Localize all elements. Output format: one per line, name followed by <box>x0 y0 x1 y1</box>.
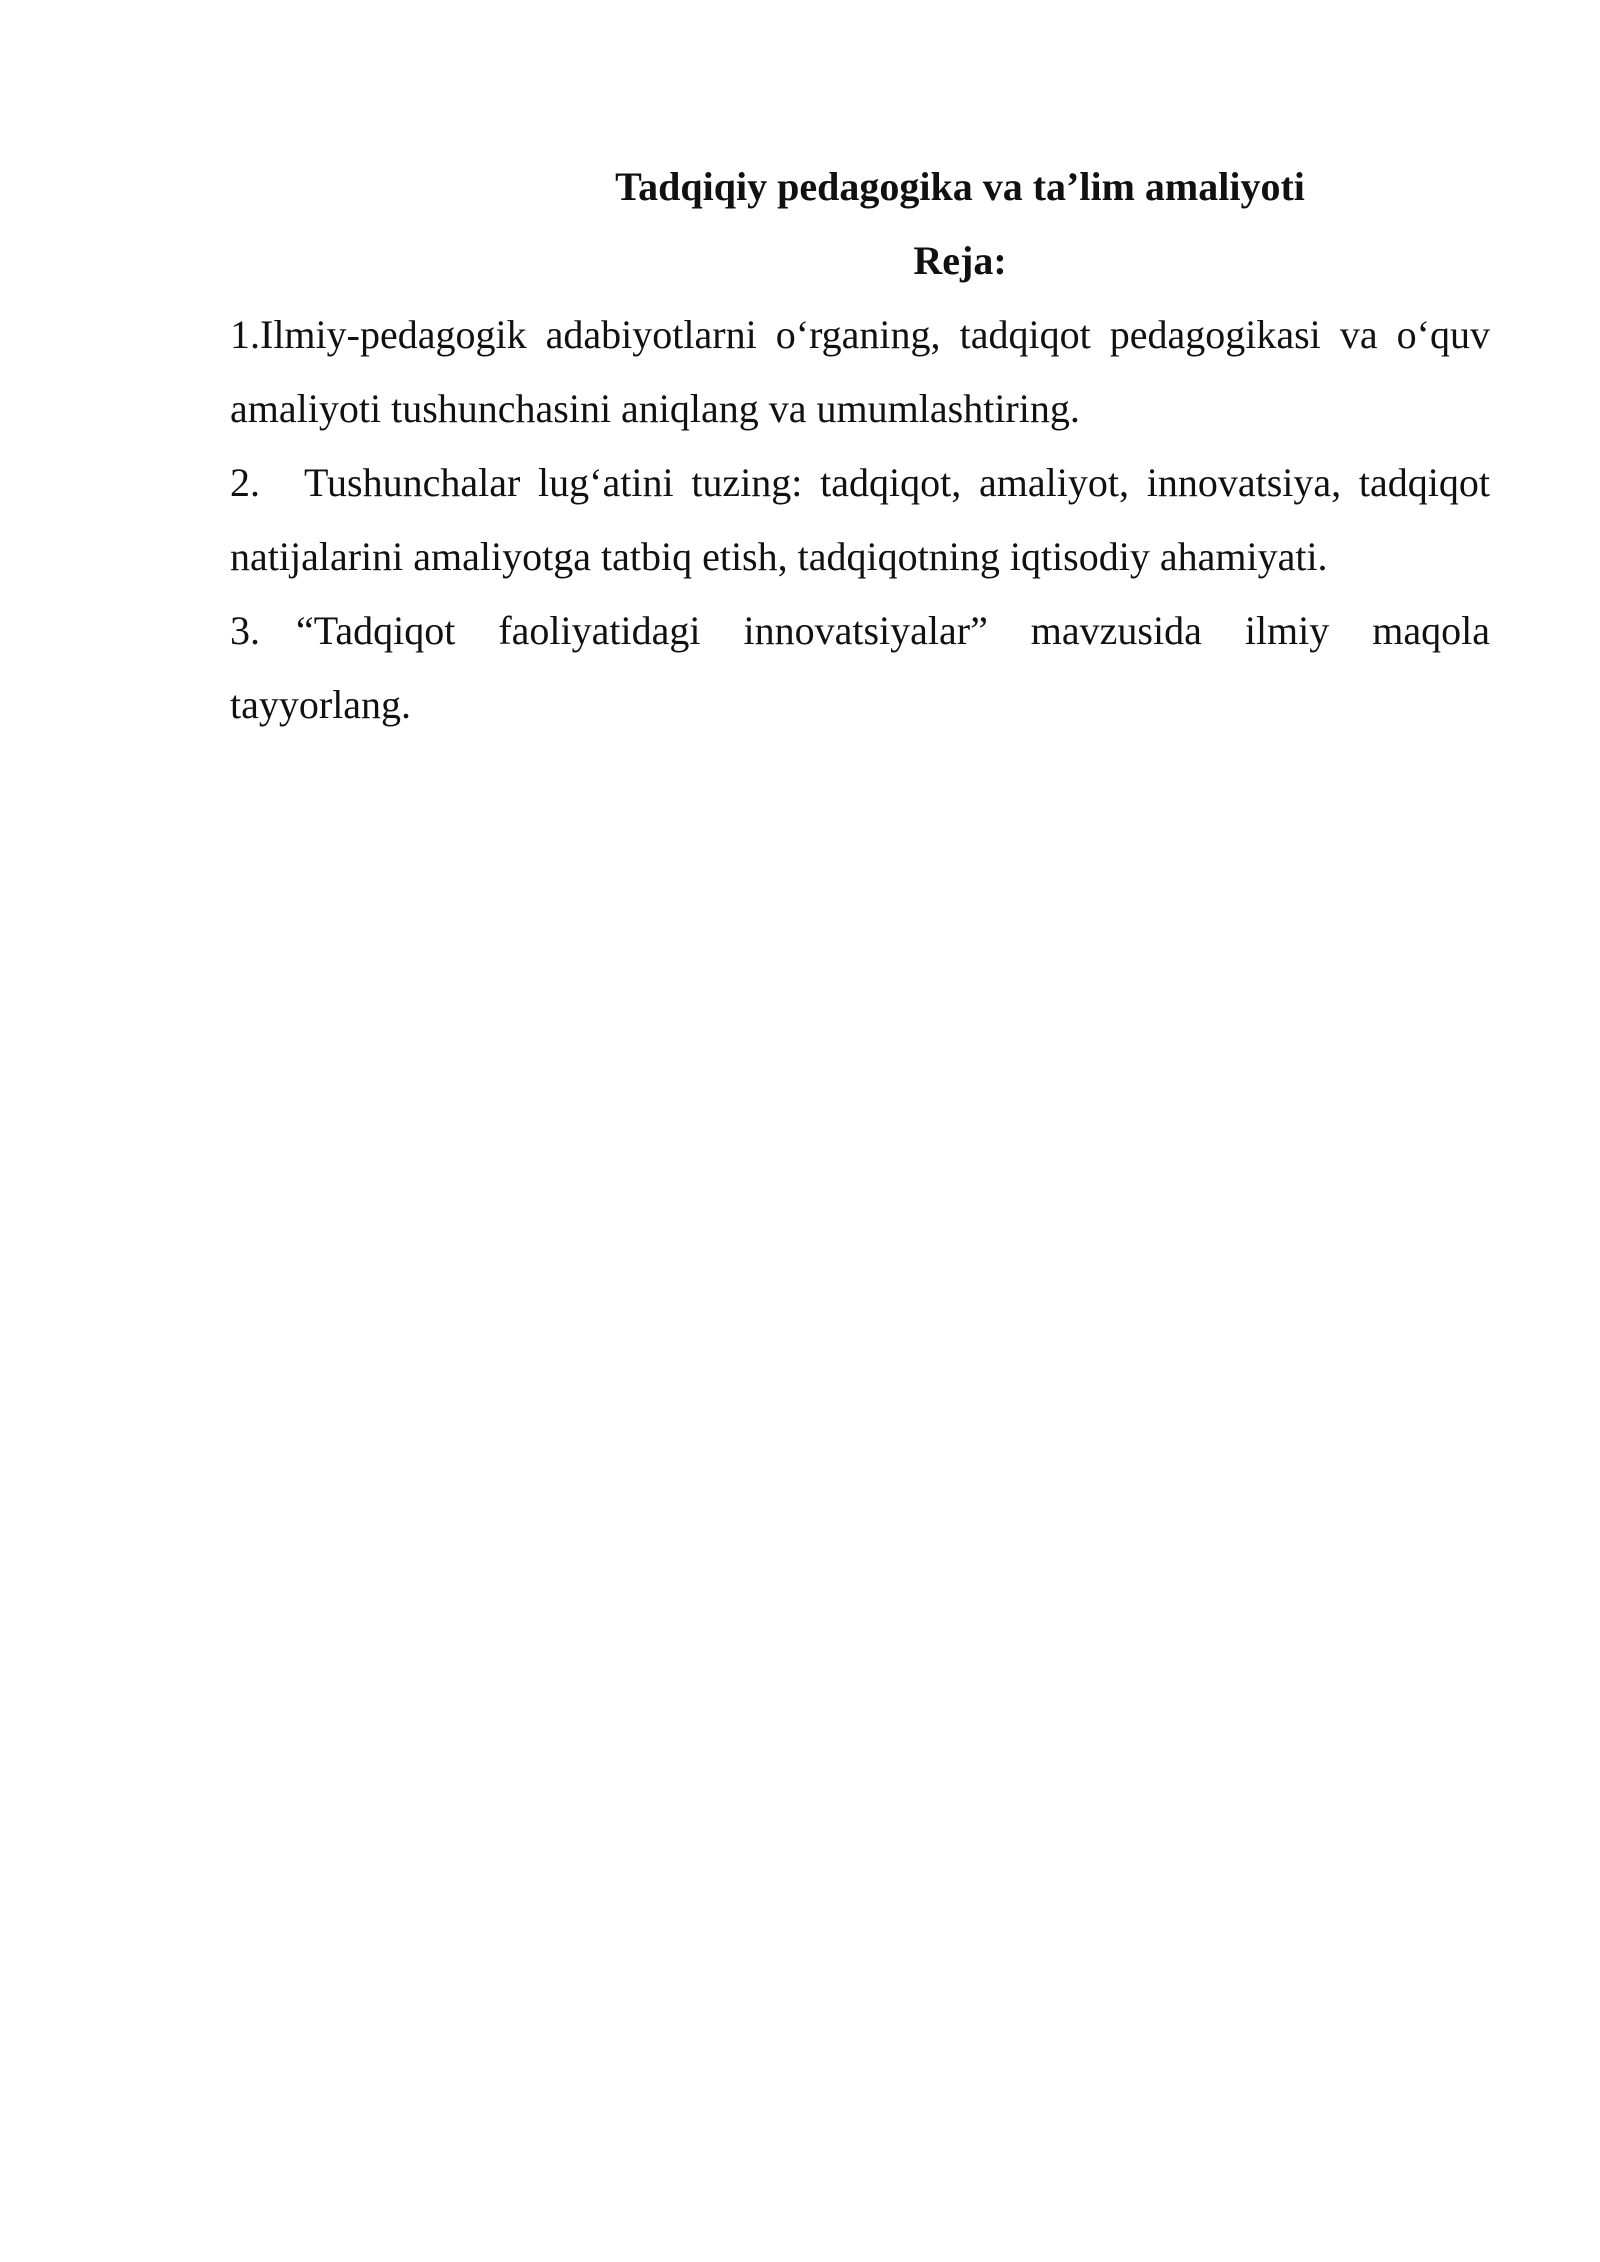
plan-item-3 <box>230 594 1490 742</box>
plan-heading: Reja: <box>913 238 1007 283</box>
plan-item-2 <box>230 446 1490 594</box>
plan-item-number: 1. <box>230 312 260 357</box>
plan-item-text: “Tadqiqot faoliyatidagi innovatsiyalar” mavzusida ilmiy maqola tayyorlang. <box>230 608 1490 727</box>
document-title: Tadqiqiy pedagogika va ta’lim amaliyoti <box>615 164 1305 209</box>
plan-item-number: 3. <box>230 608 260 653</box>
plan-list <box>230 298 1490 742</box>
plan-item-1 <box>230 298 1490 446</box>
plan-item-text: Tushunchalar lug‘atini tuzing: tadqiqot, amaliyot, innovatsiya, tadqiqot natijalarini amaliyotga tatbiq etish, tadqiqotning iqtisodiy ahamiyati. <box>230 460 1490 579</box>
plan-item-text: Ilmiy-pedagogik adabiyotlarni o‘rganing, tadqiqot pedagogikasi va o‘quv amaliyoti tushunchasini aniqlang va umumlashtiring. <box>230 312 1490 431</box>
plan-item-number: 2. <box>230 460 260 505</box>
document-body <box>230 150 1490 742</box>
